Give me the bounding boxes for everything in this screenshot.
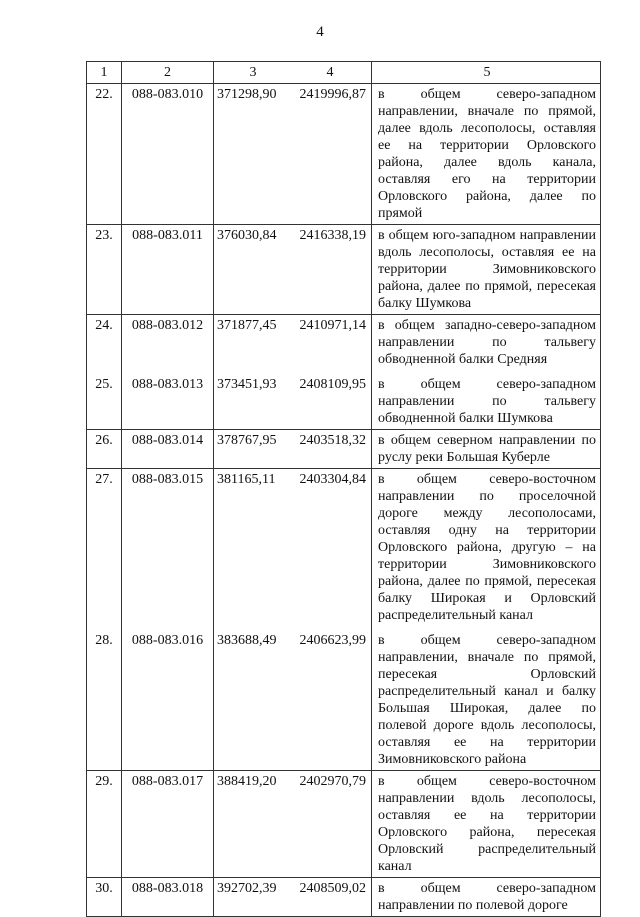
table-row <box>87 469 601 771</box>
header-col-2: 2 <box>122 62 214 84</box>
coord-x-cell <box>214 315 293 430</box>
coord-x: 378767,95 <box>217 433 277 448</box>
boundary-description: в общем северо-западном направлении по полевой дороге <box>378 881 596 913</box>
row-number: 27. <box>95 472 113 487</box>
point-code-cell <box>122 430 214 469</box>
row-number-cell <box>87 84 122 225</box>
row-number-cell <box>87 225 122 315</box>
coord-y-cell <box>292 84 372 225</box>
boundary-description: в общем северо-западном направлении, вначале по прямой, далее вдоль лесополосы, оставляя ее на территории Орловского района, далее вдоль канала, оставляя его на территории Орловского района, далее по прямой <box>378 87 596 221</box>
table-row <box>87 315 601 430</box>
point-code-cell <box>122 771 214 878</box>
coord-y: 2408109,95 <box>299 377 366 392</box>
point-code: 088-083.018 <box>131 881 204 896</box>
table-row <box>87 771 601 878</box>
coord-x: 376030,84 <box>217 228 277 243</box>
boundary-description: в общем северном направлении по руслу реки Большая Куберле <box>378 433 596 465</box>
header-col-5: 5 <box>372 62 601 84</box>
header-col-3: 3 <box>214 62 293 84</box>
coord-y-cell <box>292 225 372 315</box>
coord-y: 2406623,99 <box>299 633 366 648</box>
row-number: 28. <box>95 633 113 648</box>
table-row <box>87 878 601 917</box>
boundary-description-cell <box>372 469 601 771</box>
point-code: 088-083.016 <box>131 633 204 648</box>
point-code: 088-083.017 <box>131 774 204 789</box>
coord-y-cell <box>292 430 372 469</box>
point-code: 088-083.012 <box>131 318 204 333</box>
table-header-row <box>87 62 601 84</box>
point-code-cell <box>122 315 214 430</box>
coord-y: 2408509,02 <box>299 881 366 896</box>
boundary-description: в общем западно-северо-западном направлении по тальвегу обводненной балки Средняя <box>378 318 596 367</box>
coord-y: 2419996,87 <box>299 87 366 102</box>
point-code-cell <box>122 469 214 771</box>
boundary-description-cell <box>372 84 601 225</box>
coord-x: 383688,49 <box>217 633 277 648</box>
point-code: 088-083.010 <box>131 87 204 102</box>
boundary-description-cell <box>372 878 601 917</box>
coord-y-cell <box>292 469 372 771</box>
boundary-description-cell <box>372 225 601 315</box>
point-code-cell <box>122 878 214 917</box>
coord-y: 2403304,84 <box>299 472 366 487</box>
coord-y-cell <box>292 315 372 430</box>
point-code: 088-083.011 <box>132 228 203 243</box>
row-number-cell <box>87 430 122 469</box>
table-body <box>87 84 601 917</box>
boundary-description: в общем юго-западном направлении вдоль лесополосы, оставляя ее на территории Зимовниковского района, далее по прямой, пересекая балку Шумкова <box>378 228 596 311</box>
row-number: 24. <box>95 318 113 333</box>
boundary-description: в общем северо-западном направлении по тальвегу обводненной балки Шумкова <box>378 377 596 426</box>
point-code-cell <box>122 84 214 225</box>
coord-x: 388419,20 <box>217 774 277 789</box>
coord-x-cell <box>214 878 293 917</box>
header-col-1: 1 <box>87 62 122 84</box>
boundary-table <box>86 61 601 917</box>
page-number: 4 <box>316 24 324 40</box>
boundary-description-cell <box>372 430 601 469</box>
coord-x: 392702,39 <box>217 881 277 896</box>
boundary-description: в общем северо-восточном направлении вдоль лесополосы, оставляя ее на территории Орловского района, пересекая Орловский распределительный канал <box>378 774 596 874</box>
point-code-cell <box>122 225 214 315</box>
coord-x: 371877,45 <box>217 318 277 333</box>
coord-y-cell <box>292 771 372 878</box>
row-number-cell <box>87 469 122 771</box>
coord-x-cell <box>214 469 293 771</box>
row-number: 30. <box>95 881 113 896</box>
coord-x: 373451,93 <box>217 377 277 392</box>
row-number-cell <box>87 878 122 917</box>
row-number: 22. <box>95 87 113 102</box>
coord-x-cell <box>214 430 293 469</box>
table-row <box>87 225 601 315</box>
row-number: 23. <box>95 228 113 243</box>
row-number: 26. <box>95 433 113 448</box>
boundary-description-cell <box>372 315 601 430</box>
boundary-description: в общем северо-западном направлении, вначале по прямой, пересекая Орловский распределительный канал и балку Большая Широкая, далее по полевой дороге вдоль лесополосы, оставляя ее на территории Зимовниковского района <box>378 633 596 767</box>
row-number: 29. <box>95 774 113 789</box>
row-number-cell <box>87 771 122 878</box>
row-number: 25. <box>95 377 113 392</box>
table-row <box>87 84 601 225</box>
coord-y: 2402970,79 <box>299 774 366 789</box>
coord-x-cell <box>214 84 293 225</box>
coord-y-cell <box>292 878 372 917</box>
point-code: 088-083.013 <box>131 377 204 392</box>
coord-x: 371298,90 <box>217 87 277 102</box>
coord-y: 2416338,19 <box>299 228 366 243</box>
coord-x: 381165,11 <box>217 472 276 487</box>
header-col-4: 4 <box>292 62 372 84</box>
coord-y: 2403518,32 <box>299 433 366 448</box>
coord-x-cell <box>214 771 293 878</box>
boundary-description-cell <box>372 771 601 878</box>
table-row <box>87 430 601 469</box>
row-number-cell <box>87 315 122 430</box>
point-code: 088-083.015 <box>131 472 204 487</box>
coord-y: 2410971,14 <box>299 318 366 333</box>
point-code: 088-083.014 <box>131 433 204 448</box>
coord-x-cell <box>214 225 293 315</box>
boundary-description: в общем северо-восточном направлении по проселочной дороге между лесополосами, оставляя одну на территории Орловского района, другую – на территории Зимовниковского района, далее по прямой, пересекая балку Широкая и Орловский распределительный канал <box>378 472 596 623</box>
